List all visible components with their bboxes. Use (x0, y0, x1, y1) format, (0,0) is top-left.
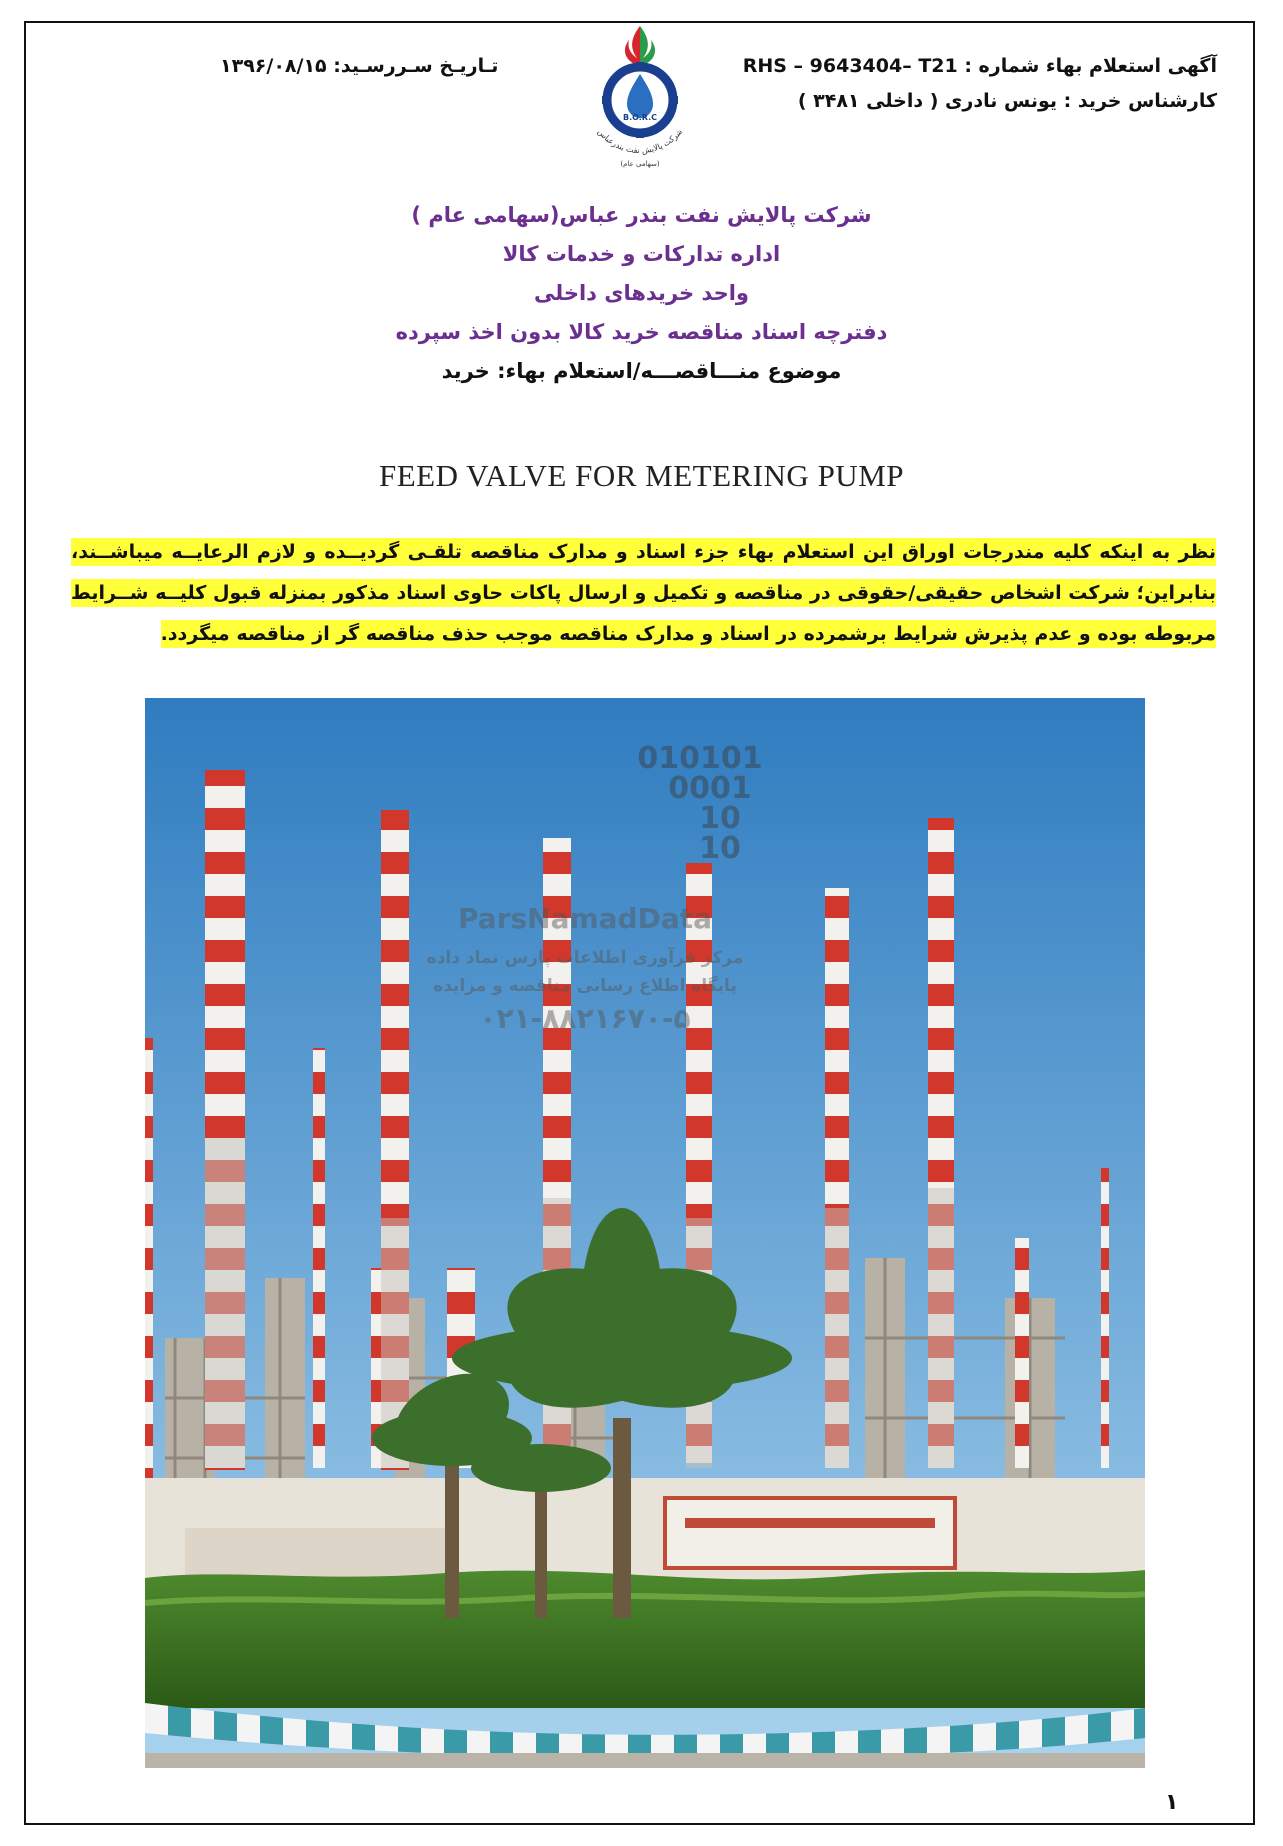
logo-sub-text: (سهامی عام) (620, 160, 660, 168)
svg-text:010101: 010101 (637, 741, 763, 776)
refinery-photo (145, 698, 1145, 1768)
logo-latin-text: B.O.R.C (622, 113, 658, 122)
svg-text:مرکز فرآوری اطلاعات پارس نماد: مرکز فرآوری اطلاعات پارس نماد داده (426, 948, 744, 968)
booklet-title: دفترچه اسناد مناقصه خرید کالا بدون اخذ سپرده (395, 320, 888, 344)
svg-text:پایگاه اطلاع رسانی مناقصه و مز: پایگاه اطلاع رسانی مناقصه و مزایده (433, 976, 737, 996)
due-date: تـاریـخ سـررسـید: ۱۳۹۶/۰۸/۱۵ (220, 55, 499, 77)
tender-subject-english: FEED VALVE FOR METERING PUMP (378, 458, 904, 493)
watermark-brand: ParsNamadData (458, 902, 712, 935)
document-titles (100, 196, 1183, 391)
svg-text:0001: 0001 (668, 771, 752, 806)
inquiry-number: آگهی استعلام بهاء شماره : RHS – 9643404– T21 (742, 55, 1217, 77)
watermark-phone: ۰۲۱-۸۸۲۱۶۷۰-۵ (479, 1002, 691, 1035)
purchasing-expert: کارشناس خرید : یونس نادری ( داخلی ۳۴۸۱ ) (797, 90, 1217, 112)
company-name: شرکت پالایش نفت بندر عباس(سهامی عام ) (411, 203, 872, 227)
unit-name: واحد خریدهای داخلی (534, 281, 749, 305)
department-name: اداره تدارکات و خدمات کالا (502, 242, 781, 266)
company-logo (565, 20, 715, 170)
notice-paragraph (71, 532, 1216, 655)
logo-arc-text: شرکت پالایش نفت بندرعباس (595, 127, 685, 156)
page-number: ۱ (1165, 1790, 1179, 1815)
svg-text:10: 10 (699, 831, 741, 866)
svg-text:10: 10 (699, 801, 741, 836)
tender-subject-label: موضوع منـــاقصـــه/استعلام بهاء: خرید (441, 359, 842, 383)
notice-text: نظر به اینکه کلیه مندرجات اوراق این استعلام بهاء جزء اسناد و مدارک مناقصه تلقـی گردیــده و لازم الرعایــه میباشــند، بنابراین؛ شرکت اشخاص حقیقی/حقوقی در مناقصه و تکمیل و ارسال پاکات حاوی اسناد مذکور بمنزله قبول کلیــه شــرایط مربوطه بوده و عدم پذیرش شرایط برشمرده در اسناد و مدارک مناقصه موجب حذف مناقصه گر از مناقصه میگردد. (71, 538, 1216, 648)
